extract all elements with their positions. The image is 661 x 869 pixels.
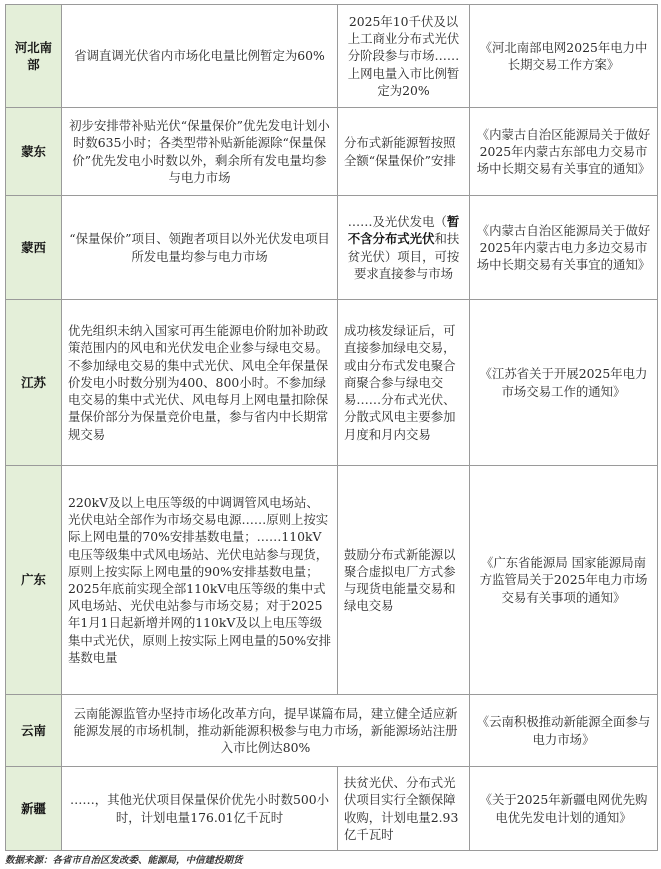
document-cell: 《关于2025年新疆电网优先购电优先发电计划的通知》 — [470, 767, 658, 851]
table-row — [6, 300, 658, 466]
document-cell: 《内蒙古自治区能源局关于做好2025年内蒙古电力多边交易市场中长期交易有关事宜的通知》 — [470, 196, 658, 300]
distributed-policy-cell: 扶贫光伏、分布式光伏项目实行全额保障收购，计划电量2.93亿千瓦时 — [338, 767, 470, 851]
document-cell: 《河北南部电网2025年电力中长期交易工作方案》 — [470, 5, 658, 108]
distributed-policy-cell: 2025年10千伏及以上工商业分布式光伏分阶段参与市场……上网电量入市比例暂定为20% — [338, 5, 470, 108]
main-policy-cell: 优先组织未纳入国家可再生能源电价附加补助政策范围内的风电和光伏发电企业参与绿电交易。不参加绿电交易的集中式光伏、风电全年保量保价发电小时数分别为400、800小时。不参加绿电交易的集中式光伏、风电每月上网电量扣除保量保价部分为保量竞价电量，参与省内中长期常规交易 — [62, 300, 338, 466]
distributed-policy-cell: 成功核发绿证后，可直接参加绿电交易，或由分布式发电聚合商聚合参与绿电交易……分布式光伏、分散式风电主要参加月度和月内交易 — [338, 300, 470, 466]
distributed-policy-cell: 分布式新能源暂按照全额“保量保价”安排 — [338, 108, 470, 196]
main-policy-cell: “保量保价”项目、领跑者项目以外光伏发电项目所发电量均参与电力市场 — [62, 196, 338, 300]
table-row — [6, 695, 658, 767]
distributed-policy-cell — [338, 196, 470, 300]
province-cell: 河北南部 — [6, 5, 62, 108]
document-cell: 《江苏省关于开展2025年电力市场交易工作的通知》 — [470, 300, 658, 466]
table-row — [6, 466, 658, 695]
province-cell: 江苏 — [6, 300, 62, 466]
distributed-policy-cell: 鼓励分布式新能源以聚合虚拟电厂方式参与现货电能量交易和绿电交易 — [338, 466, 470, 695]
province-cell: 广东 — [6, 466, 62, 695]
table-row — [6, 108, 658, 196]
document-cell: 《广东省能源局 国家能源局南方监管局关于2025年电力市场交易有关事项的通知》 — [470, 466, 658, 695]
main-policy-cell: 云南能源监管办坚持市场化改革方向，提早谋篇布局，建立健全适应新能源发展的市场机制，推动新能源积极参与电力市场，新能源场站注册入市比例达80% — [62, 695, 470, 767]
main-policy-cell: 220kV及以上电压等级的中调调管风电场站、光伏电站全部作为市场交易电源……原则上按实际上网电量的70%安排基数电量；……110kV电压等级集中式风电场站、光伏电站参与现货，原则上按实际上网电量的90%安排基数电量；2025年底前实现全部110kV电压等级的集中式风电场站、光伏电站参与市场交易；对于2025年1月1日起新增并网的110kV及以上电压等级集中式光伏，原则上按实际上网电量的50%安排基数电量 — [62, 466, 338, 695]
province-cell: 新疆 — [6, 767, 62, 851]
distributed-text-bold: 暂不含分布式光伏 — [347, 214, 460, 247]
distributed-text-post: 和扶贫光伏）项目，可按要求直接参与市场 — [347, 231, 460, 281]
document-cell: 《内蒙古自治区能源局关于做好2025年内蒙古东部电力交易市场中长期交易有关事宜的通知》 — [470, 108, 658, 196]
province-cell: 蒙东 — [6, 108, 62, 196]
data-source-note: 数据来源：各省市自治区发改委、能源局，中信建投期货 — [5, 855, 243, 866]
main-policy-cell: ……，其他光伏项目保量保价优先小时数500小时，计划电量176.01亿千瓦时 — [62, 767, 338, 851]
distributed-text-pre: ……及光伏发电（ — [347, 214, 447, 230]
table-row — [6, 767, 658, 851]
table-row — [6, 5, 658, 108]
province-cell: 云南 — [6, 695, 62, 767]
document-cell: 《云南积极推动新能源全面参与电力市场》 — [470, 695, 658, 767]
main-policy-cell: 初步安排带补贴光伏“保量保价”优先发电计划小时数635小时；各类型带补贴新能源除“保量保价”优先发电小时数以外，剩余所有发电量均参与电力市场 — [62, 108, 338, 196]
province-cell: 蒙西 — [6, 196, 62, 300]
table-row — [6, 196, 658, 300]
policy-table — [5, 4, 658, 851]
main-policy-cell: 省调直调光伏省内市场化电量比例暂定为60% — [62, 5, 338, 108]
